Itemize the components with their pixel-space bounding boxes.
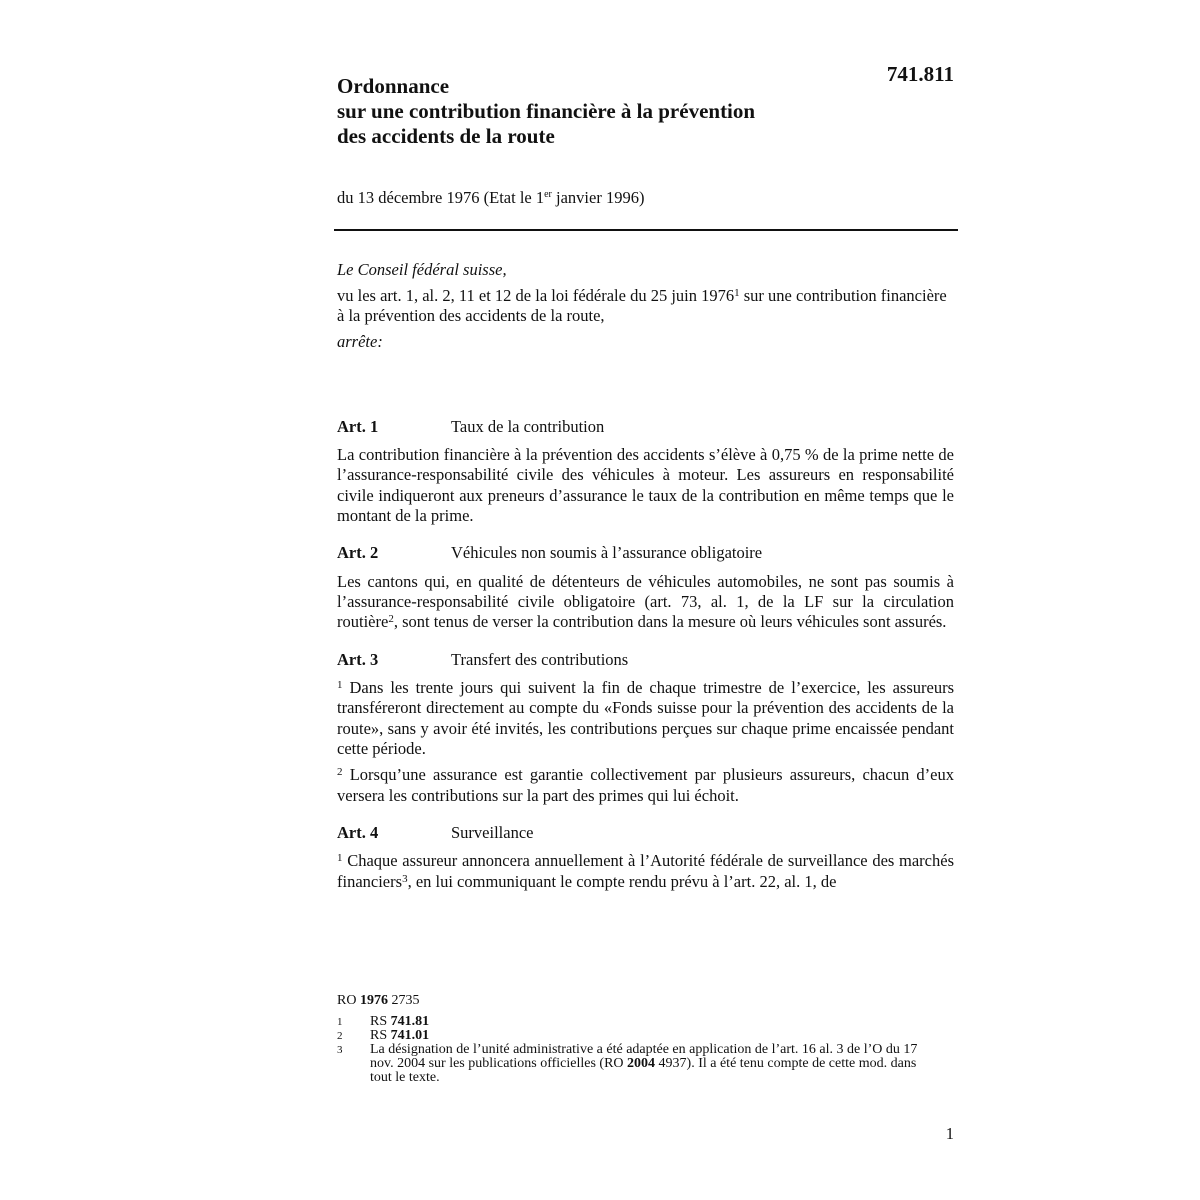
article-title: Transfert des contributions bbox=[451, 649, 629, 669]
ro-page: 2735 bbox=[387, 993, 420, 1008]
page-number: 1 bbox=[945, 1124, 954, 1143]
footnote-prefix: RS bbox=[370, 1028, 391, 1043]
article-paragraph: La contribution financière à la prévention des accidents s’élève à 0,75 % de la prime nette de l’assurance-responsabilité civile des véhicules à moteur. Les assureurs en responsabilité civile indiqueront aux preneurs d’assurance le taux de la contribution en même temps que le montant de la prime. bbox=[337, 445, 954, 526]
footnote-rs-number[interactable]: 741.81 bbox=[390, 1014, 430, 1029]
systematic-number: 741.811 bbox=[886, 62, 954, 86]
footnote-text bbox=[370, 1029, 937, 1043]
paragraph-text-end: , sont tenus de verser la contribution dans la mesure où leurs véhicules sont assurés. bbox=[393, 612, 947, 632]
article-title: Surveillance bbox=[451, 823, 534, 843]
footnote-ro-year: 2004 bbox=[627, 1056, 656, 1071]
basis-text-end: sur une contribution financière à la prévention des accidents de la route, bbox=[337, 286, 947, 325]
paragraph-number: 1 bbox=[337, 678, 343, 691]
footnote-1 bbox=[337, 1015, 937, 1029]
title-line: des accidents de la route bbox=[337, 124, 555, 148]
footnote-text-part: La désignation de l’unité administrative a été adaptée en application de l’art. 16 al. 3 de l’O du 17 nov. 2004 sur les publications officielles (RO bbox=[370, 1042, 918, 1071]
date-text-end: janvier 1996) bbox=[551, 188, 645, 207]
article-2 bbox=[337, 543, 954, 633]
title-line: Ordonnance bbox=[337, 74, 450, 98]
article-heading bbox=[337, 822, 954, 844]
footnote-ref-2[interactable]: 2 bbox=[388, 613, 394, 626]
footnote-rs-number[interactable]: 741.01 bbox=[390, 1028, 430, 1043]
title-line: sur une contribution financière à la prévention bbox=[337, 99, 756, 123]
paragraph-text: Dans les trente jours qui suivent la fin de chaque trimestre de l’exercice, les assureurs transféreront directement au compte du «Fonds suisse pour la prévention des accidents de la route», sans y avoir été invités, les contributions perçues sur chaque prime encaissée pendant cette période. bbox=[337, 677, 954, 759]
footnote-3 bbox=[337, 1043, 937, 1085]
paragraph-number: 2 bbox=[337, 766, 343, 779]
article-paragraph bbox=[337, 572, 954, 633]
preamble bbox=[337, 260, 954, 358]
article-number: Art. 3 bbox=[337, 649, 379, 669]
article-number: Art. 4 bbox=[337, 823, 379, 843]
footnotes bbox=[337, 994, 937, 1085]
footnote-number: 3 bbox=[337, 1044, 343, 1056]
basis-text: vu les art. 1, al. 2, 11 et 12 de la loi fédérale du 25 juin 1976 bbox=[337, 286, 735, 305]
date-text: du 13 décembre 1976 (Etat le 1 bbox=[337, 188, 545, 207]
official-collection-ref bbox=[337, 994, 937, 1008]
footnote-number: 2 bbox=[337, 1030, 343, 1042]
footnote-ref-3[interactable]: 3 bbox=[402, 872, 408, 885]
article-number: Art. 1 bbox=[337, 416, 379, 436]
footnote-ref-1[interactable]: 1 bbox=[734, 287, 740, 299]
footnote-2 bbox=[337, 1029, 937, 1043]
ro-year: 1976 bbox=[359, 993, 388, 1008]
paragraph-text: Lorsqu’une assurance est garantie collectivement par plusieurs assureurs, chacun d’eux versera les contributions sur la part des primes qui lui échoit. bbox=[337, 765, 954, 805]
preamble-basis bbox=[337, 286, 954, 326]
paragraph-text: Les cantons qui, en qualité de détenteurs de véhicules automobiles, ne sont pas soumis à l’assurance-responsabilité civile obligatoire (art. 73, al. 1, de la LF sur la circulation routière bbox=[337, 571, 954, 632]
articles bbox=[337, 416, 954, 908]
article-3 bbox=[337, 649, 954, 806]
article-paragraph bbox=[337, 678, 954, 760]
article-title: Véhicules non soumis à l’assurance obligatoire bbox=[451, 543, 763, 563]
preamble-authority: Le Conseil fédéral suisse, bbox=[337, 260, 507, 279]
document-date bbox=[337, 188, 644, 208]
article-paragraph bbox=[337, 765, 954, 806]
article-4 bbox=[337, 822, 954, 892]
footnote-text-end: 4937). Il a été tenu compte de cette mod. dans tout le texte. bbox=[370, 1056, 917, 1085]
article-heading bbox=[337, 543, 954, 565]
preamble-decree: arrête: bbox=[337, 332, 383, 351]
title-divider bbox=[334, 229, 958, 231]
article-heading bbox=[337, 649, 954, 671]
paragraph-text: Chaque assureur annoncera annuellement à l’Autorité fédérale de surveillance des marchés financiers bbox=[337, 851, 954, 891]
footnote-text bbox=[370, 1015, 937, 1029]
document-title bbox=[337, 74, 857, 149]
date-superscript: er bbox=[544, 189, 552, 200]
paragraph-text-end: , en lui communiquant le compte rendu prévu à l’art. 22, al. 1, de bbox=[407, 871, 837, 891]
article-paragraph bbox=[337, 851, 954, 892]
article-1 bbox=[337, 416, 954, 527]
article-number: Art. 2 bbox=[337, 543, 379, 563]
footnote-number: 1 bbox=[337, 1016, 343, 1028]
article-heading bbox=[337, 416, 954, 438]
ro-prefix: RO bbox=[337, 993, 360, 1008]
paragraph-number: 1 bbox=[337, 852, 343, 865]
footnote-prefix: RS bbox=[370, 1014, 391, 1029]
article-title: Taux de la contribution bbox=[451, 416, 605, 436]
footnote-text bbox=[370, 1043, 937, 1085]
